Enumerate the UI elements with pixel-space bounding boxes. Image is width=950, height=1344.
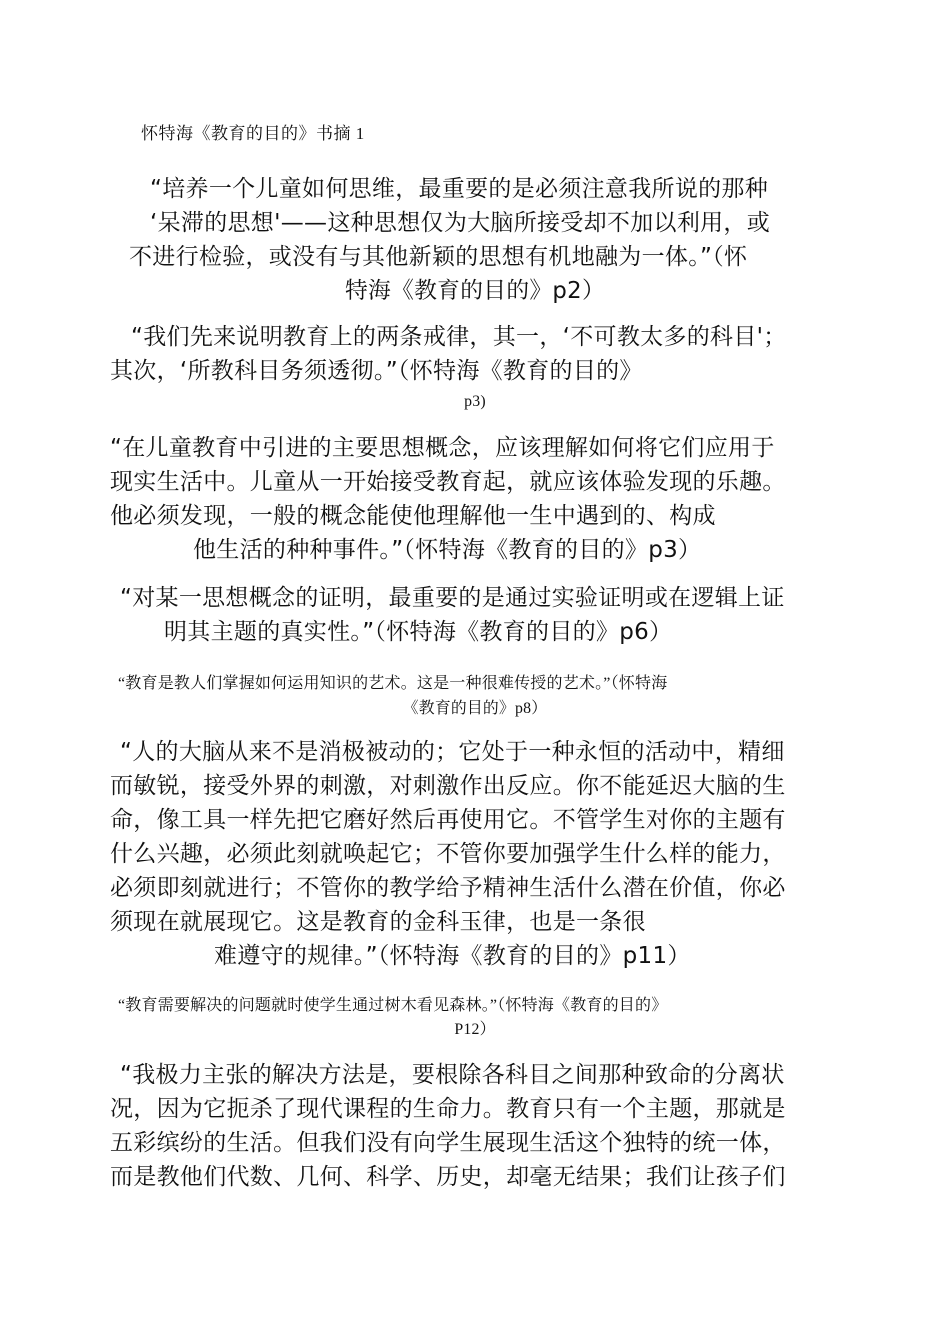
- quote-line: 而是教他们代数、几何、科学、历史，却毫无结果；我们让孩子们: [110, 1164, 786, 1190]
- quote-line: “在儿童教育中引进的主要思想概念，应该理解如何将它们应用于: [110, 435, 775, 461]
- quote-line: 须现在就展现它。这是教育的金科玉律，也是一条很: [110, 909, 646, 935]
- quote-line: “人的大脑从来不是消极被动的；它处于一种永恒的活动中，精细: [120, 739, 785, 765]
- quote-line: 五彩缤纷的生活。但我们没有向学生展现生活这个独特的统一体，: [110, 1130, 786, 1156]
- quote-line: 难遵守的规律。”（怀特海《教育的目的》p11）: [214, 943, 691, 969]
- document-title: 怀特海《教育的目的》书摘 1: [141, 124, 365, 143]
- quote-line: P12）: [454, 1021, 496, 1038]
- quote-line: “对某一思想概念的证明，最重要的是通过实验证明或在逻辑上证: [120, 585, 785, 611]
- quote-line: 必须即刻就进行；不管你的教学给予精神生活什么潜在价值，你必: [110, 875, 786, 901]
- quote-line: “培养一个儿童如何思维，最重要的是必须注意我所说的那种: [150, 176, 769, 202]
- quote-line: 什么兴趣，必须此刻就唤起它；不管你要加强学生什么样的能力，: [110, 841, 786, 867]
- quote-line: 命，像工具一样先把它磨好然后再使用它。不管学生对你的主题有: [110, 807, 786, 833]
- quote-line: 《教育的目的》p8）: [402, 700, 548, 717]
- quote-line: 其次，‘所教科目务须透彻。”（怀特海《教育的目的》: [110, 358, 643, 384]
- quote-line: 明其主题的真实性。”（怀特海《教育的目的》p6）: [164, 619, 673, 645]
- quote-line: 特海《教育的目的》p2）: [344, 278, 605, 304]
- quote-line: “教育需要解决的问题就时使学生通过树木看见森林。”（怀特海《教育的目的》: [118, 997, 668, 1014]
- quote-line: “我们先来说明教育上的两条戒律，其一，‘不可教太多的科目'；: [131, 324, 787, 350]
- quote-line: 而敏锐，接受外界的刺激，对刺激作出反应。你不能延迟大脑的生: [110, 773, 786, 799]
- quote-line: p3): [464, 393, 486, 410]
- quote-line: 况，因为它扼杀了现代课程的生命力。教育只有一个主题，那就是: [110, 1096, 786, 1122]
- quote-line: ‘呆滞的思想'——这种思想仅为大脑所接受却不加以利用，或: [150, 210, 771, 236]
- quote-line: 他生活的种种事件。”（怀特海《教育的目的》p3）: [193, 537, 702, 563]
- quote-line: “我极力主张的解决方法是，要根除各科目之间那种致命的分离状: [120, 1062, 785, 1088]
- quote-line: 他必须发现，一般的概念能使他理解他一生中遇到的、构成: [110, 503, 716, 529]
- quote-line: “教育是教人们掌握如何运用知识的艺术。这是一种很难传授的艺术。”（怀特海: [118, 675, 668, 692]
- quote-line: 不进行检验，或没有与其他新颖的思想有机地融为一体。”（怀: [129, 244, 748, 270]
- quote-line: 现实生活中。儿童从一开始接受教育起，就应该体验发现的乐趣。: [110, 469, 786, 495]
